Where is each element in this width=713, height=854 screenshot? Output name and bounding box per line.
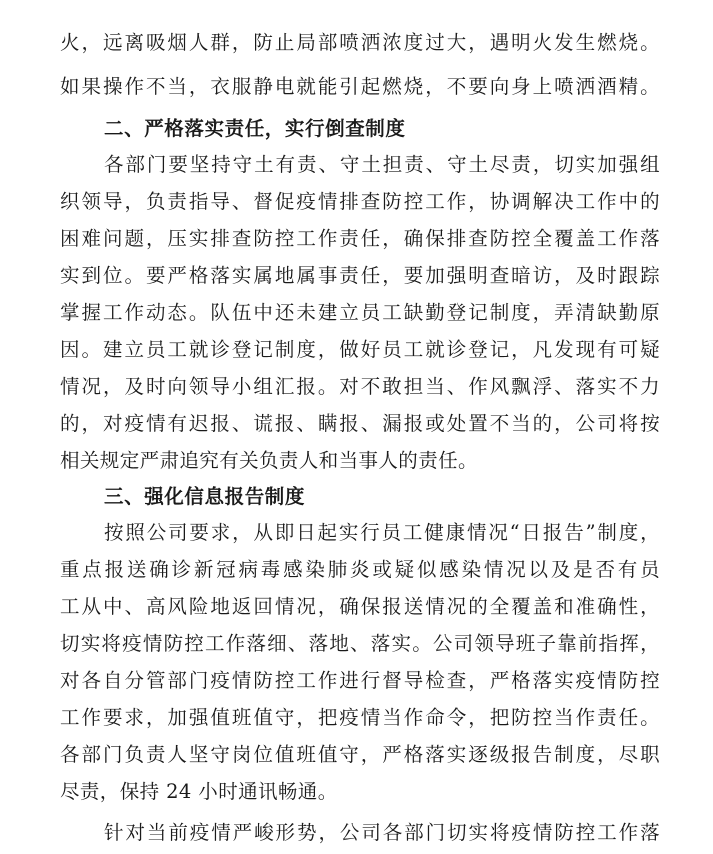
section-heading-3: 三、强化信息报告制度 — [104, 485, 306, 508]
text-line: 困难问题，压实排查防控工作责任，确保排查防控全覆盖工作落 — [60, 227, 660, 250]
text-line: 实到位。要严格落实属地属事责任，要加强明查暗访，及时跟踪 — [60, 264, 660, 287]
text-line: 织领导，负责指导、督促疫情排查防控工作，协调解决工作中的 — [60, 190, 660, 213]
text-line: 如果操作不当，衣服静电就能引起燃烧，不要向身上喷洒酒精。 — [60, 75, 660, 98]
paragraph-first-line: 针对当前疫情严峻形势，公司各部门切实将疫情防控工作落 — [104, 821, 660, 844]
text-line: 火，远离吸烟人群，防止局部喷洒浓度过大，遇明火发生燃烧。 — [60, 31, 660, 54]
text-line: 尽责，保持 24 小时通讯畅通。 — [60, 780, 338, 803]
text-line: 的，对疫情有迟报、谎报、瞒报、漏报或处置不当的，公司将按 — [60, 412, 660, 435]
text-line: 工作要求，加强值班值守，把疫情当作命令，把防控当作责任。 — [60, 706, 660, 729]
text-line: 对各自分管部门疫情防控工作进行督导检查，严格落实疫情防控 — [60, 669, 660, 692]
section-heading-2: 二、严格落实责任，实行倒查制度 — [104, 117, 406, 140]
text-line: 各部门负责人坚守岗位值班值守，严格落实逐级报告制度，尽职 — [60, 743, 660, 766]
paragraph-first-line: 按照公司要求，从即日起实行员工健康情况“日报告”制度， — [104, 521, 660, 544]
text-line: 切实将疫情防控工作落细、落地、落实。公司领导班子靠前指挥， — [60, 632, 660, 655]
text-line: 重点报送确诊新冠病毒感染肺炎或疑似感染情况以及是否有员 — [60, 558, 660, 581]
text-line: 掌握工作动态。队伍中还未建立员工缺勤登记制度，弄清缺勤原 — [60, 301, 660, 324]
text-line: 相关规定严肃追究有关负责人和当事人的责任。 — [60, 449, 478, 472]
text-line: 情况，及时向领导小组汇报。对不敢担当、作风飘浮、落实不力 — [60, 375, 660, 398]
text-line: 工从中、高风险地返回情况，确保报送情况的全覆盖和准确性， — [60, 595, 660, 618]
text-line: 因。建立员工就诊登记制度，做好员工就诊登记，凡发现有可疑 — [60, 338, 660, 361]
paragraph-first-line: 各部门要坚持守土有责、守土担责、守土尽责，切实加强组 — [104, 153, 660, 176]
